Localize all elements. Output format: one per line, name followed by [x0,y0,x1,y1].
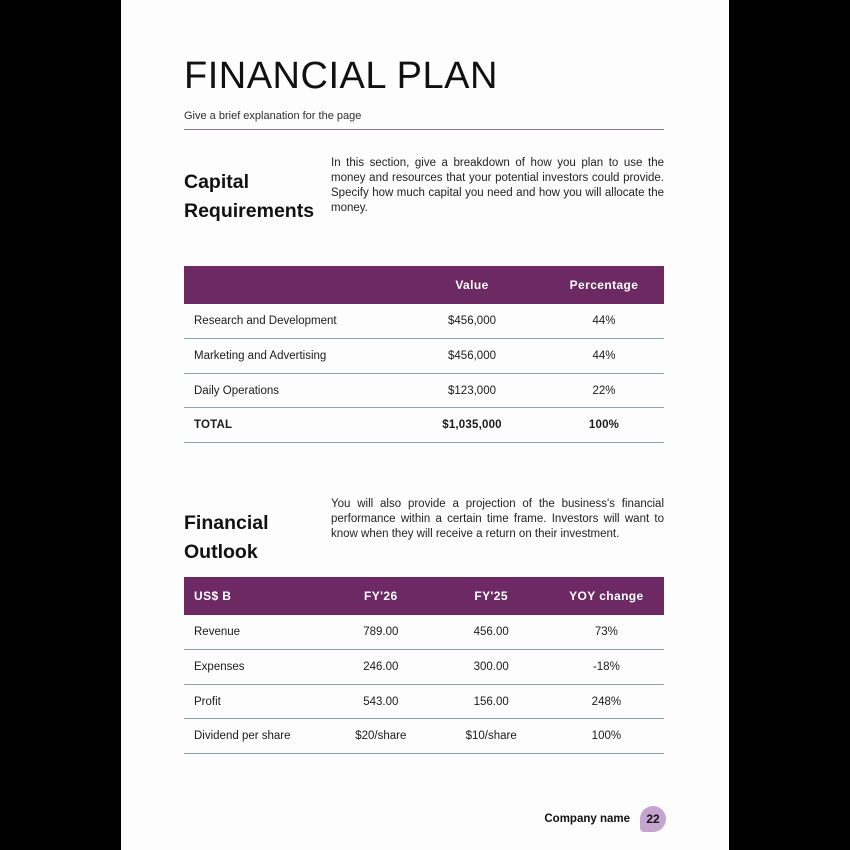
section-heading: Capital Requirements [184,170,315,223]
table-cell: -18% [549,650,664,685]
table-cell: TOTAL [184,408,400,443]
company-name: Company name [544,813,630,825]
table-cell: 156.00 [434,684,549,719]
capital-requirements-table [184,266,664,443]
document-page [121,0,729,850]
outlook-table-wrapper [184,577,664,754]
table-cell: Dividend per share [184,719,328,754]
table-header-row [184,577,664,615]
table-cell: 300.00 [434,650,549,685]
table-header-cell: FY'26 [328,577,434,615]
table-cell: 246.00 [328,650,434,685]
table-row [184,719,664,754]
table-cell: 73% [549,615,664,650]
table-cell: Profit [184,684,328,719]
section-capital-requirements [184,156,664,227]
table-header-row [184,266,664,304]
table-header-cell: YOY change [549,577,664,615]
table-cell: Revenue [184,615,328,650]
table-cell: 22% [544,373,664,408]
table-row-total [184,408,664,443]
table-cell: Marketing and Advertising [184,339,400,374]
page-number-badge: 22 [640,806,666,832]
section-heading: Financial Outlook [184,511,269,564]
table-header-cell: FY'25 [434,577,549,615]
table-row [184,373,664,408]
table-cell: Daily Operations [184,373,400,408]
table-row [184,304,664,339]
page-content [121,0,729,754]
table-header-cell: US$ B [184,577,328,615]
table-cell: 789.00 [328,615,434,650]
table-cell: 456.00 [434,615,549,650]
table-row [184,339,664,374]
table-cell: 100% [544,408,664,443]
section-financial-outlook [184,497,664,568]
table-cell: $123,000 [400,373,544,408]
table-cell: $1,035,000 [400,408,544,443]
page-subtitle: Give a brief explanation for the page [184,109,362,122]
capital-table-wrapper [184,266,664,443]
title-divider [184,129,664,130]
table-header-cell [184,266,400,304]
section-body-text: In this section, give a breakdown of how you plan to use the money and resources that your potential investors could provide. Specify how much capital you need and how you will allocate the money. [331,156,664,214]
table-header-cell: Value [400,266,544,304]
table-cell: Research and Development [184,304,400,339]
table-cell: $10/share [434,719,549,754]
section-body-text: You will also provide a projection of the business's financial performance within a certain time frame. Investors will want to know when they will receive a return on their investment. [331,497,664,540]
table-cell: $20/share [328,719,434,754]
table-cell: 44% [544,339,664,374]
table-cell: 248% [549,684,664,719]
table-cell: 543.00 [328,684,434,719]
table-cell: 100% [549,719,664,754]
table-cell: $456,000 [400,304,544,339]
page-title: FINANCIAL PLAN [184,55,498,97]
table-cell: Expenses [184,650,328,685]
table-row [184,615,664,650]
table-cell: 44% [544,304,664,339]
table-row [184,684,664,719]
table-cell: $456,000 [400,339,544,374]
table-row [184,650,664,685]
table-header-cell: Percentage [544,266,664,304]
page-footer [544,806,666,832]
financial-outlook-table [184,577,664,754]
